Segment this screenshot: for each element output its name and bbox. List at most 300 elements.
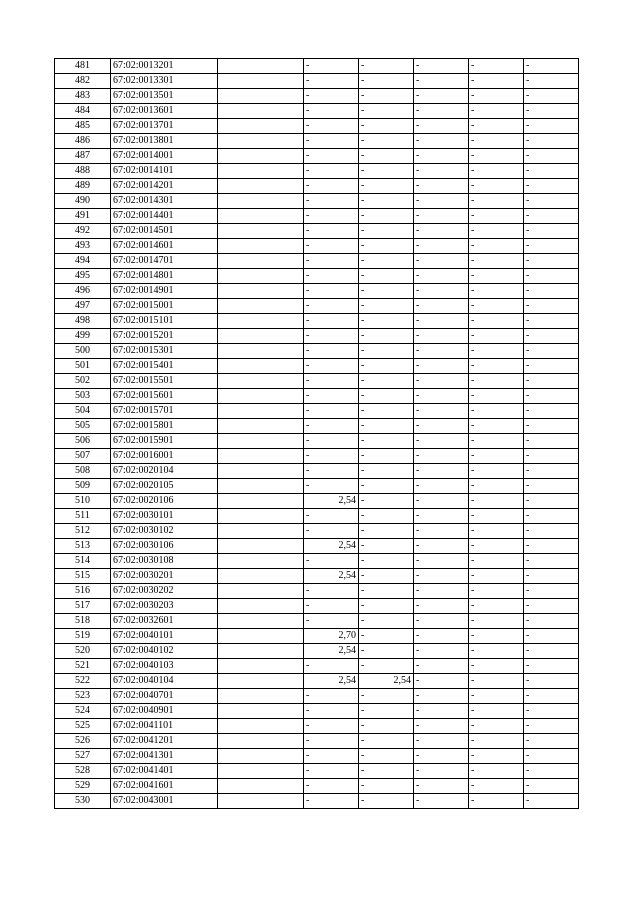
table-row [55, 539, 579, 554]
table-row [55, 689, 579, 704]
value-cell-4: - [469, 584, 524, 599]
table-row [55, 314, 579, 329]
blank-cell [218, 704, 304, 719]
value-cell-1: - [304, 794, 359, 809]
value-cell-4: - [469, 59, 524, 74]
table-row [55, 59, 579, 74]
blank-cell [218, 779, 304, 794]
row-number-cell: 528 [55, 764, 111, 779]
blank-cell [218, 329, 304, 344]
value-cell-3: - [414, 179, 469, 194]
value-cell-1: - [304, 149, 359, 164]
value-cell-2: - [359, 779, 414, 794]
cadastral-code-cell: 67:02:0013801 [111, 134, 218, 149]
value-cell-3: - [414, 194, 469, 209]
row-number-cell: 498 [55, 314, 111, 329]
cadastral-code-cell: 67:02:0040102 [111, 644, 218, 659]
value-cell-1: - [304, 419, 359, 434]
value-cell-1: - [304, 89, 359, 104]
row-number-cell: 500 [55, 344, 111, 359]
value-cell-2: - [359, 554, 414, 569]
value-cell-4: - [469, 329, 524, 344]
table-row [55, 74, 579, 89]
table-row [55, 254, 579, 269]
table-row [55, 239, 579, 254]
cadastral-code-cell: 67:02:0013701 [111, 119, 218, 134]
value-cell-2: - [359, 404, 414, 419]
blank-cell [218, 59, 304, 74]
value-cell-3: - [414, 314, 469, 329]
value-cell-4: - [469, 164, 524, 179]
row-number-cell: 490 [55, 194, 111, 209]
value-cell-5: - [524, 569, 579, 584]
row-number-cell: 519 [55, 629, 111, 644]
blank-cell [218, 194, 304, 209]
value-cell-3: - [414, 674, 469, 689]
value-cell-3: - [414, 779, 469, 794]
blank-cell [218, 719, 304, 734]
cadastral-code-cell: 67:02:0014101 [111, 164, 218, 179]
value-cell-5: - [524, 344, 579, 359]
value-cell-4: - [469, 479, 524, 494]
value-cell-1: - [304, 284, 359, 299]
cadastral-code-cell: 67:02:0015901 [111, 434, 218, 449]
blank-cell [218, 269, 304, 284]
value-cell-5: - [524, 644, 579, 659]
value-cell-4: - [469, 179, 524, 194]
value-cell-1: - [304, 164, 359, 179]
value-cell-4: - [469, 644, 524, 659]
value-cell-1: - [304, 599, 359, 614]
value-cell-5: - [524, 284, 579, 299]
row-number-cell: 518 [55, 614, 111, 629]
table-row [55, 494, 579, 509]
table-row [55, 794, 579, 809]
cadastral-code-cell: 67:02:0014901 [111, 284, 218, 299]
blank-cell [218, 209, 304, 224]
blank-cell [218, 569, 304, 584]
value-cell-3: - [414, 344, 469, 359]
value-cell-2: - [359, 134, 414, 149]
blank-cell [218, 299, 304, 314]
blank-cell [218, 674, 304, 689]
value-cell-1: - [304, 239, 359, 254]
value-cell-2: - [359, 59, 414, 74]
value-cell-3: - [414, 584, 469, 599]
value-cell-2: - [359, 509, 414, 524]
value-cell-2: - [359, 119, 414, 134]
cadastral-code-cell: 67:02:0014601 [111, 239, 218, 254]
row-number-cell: 525 [55, 719, 111, 734]
value-cell-1: - [304, 329, 359, 344]
value-cell-1: - [304, 479, 359, 494]
table-row [55, 224, 579, 239]
value-cell-5: - [524, 464, 579, 479]
value-cell-5: - [524, 254, 579, 269]
row-number-cell: 515 [55, 569, 111, 584]
row-number-cell: 523 [55, 689, 111, 704]
value-cell-2: - [359, 314, 414, 329]
cadastral-code-cell: 67:02:0014401 [111, 209, 218, 224]
value-cell-5: - [524, 599, 579, 614]
cadastral-code-cell: 67:02:0030106 [111, 539, 218, 554]
cadastral-code-cell: 67:02:0014301 [111, 194, 218, 209]
value-cell-5: - [524, 389, 579, 404]
row-number-cell: 521 [55, 659, 111, 674]
table-row [55, 194, 579, 209]
value-cell-1: - [304, 584, 359, 599]
value-cell-3: - [414, 539, 469, 554]
value-cell-5: - [524, 119, 579, 134]
value-cell-3: - [414, 704, 469, 719]
data-table [54, 58, 579, 809]
table-row [55, 119, 579, 134]
value-cell-3: - [414, 404, 469, 419]
value-cell-1: 2,54 [304, 674, 359, 689]
value-cell-3: - [414, 524, 469, 539]
value-cell-4: - [469, 539, 524, 554]
cadastral-code-cell: 67:02:0015201 [111, 329, 218, 344]
blank-cell [218, 134, 304, 149]
row-number-cell: 514 [55, 554, 111, 569]
value-cell-1: - [304, 464, 359, 479]
value-cell-1: - [304, 74, 359, 89]
value-cell-4: - [469, 344, 524, 359]
cadastral-code-cell: 67:02:0041301 [111, 749, 218, 764]
value-cell-4: - [469, 749, 524, 764]
cadastral-code-cell: 67:02:0040103 [111, 659, 218, 674]
table-row [55, 659, 579, 674]
value-cell-1: - [304, 779, 359, 794]
value-cell-5: - [524, 164, 579, 179]
value-cell-1: - [304, 209, 359, 224]
value-cell-1: - [304, 104, 359, 119]
value-cell-1: - [304, 254, 359, 269]
value-cell-2: - [359, 209, 414, 224]
value-cell-4: - [469, 599, 524, 614]
blank-cell [218, 464, 304, 479]
blank-cell [218, 374, 304, 389]
value-cell-3: - [414, 764, 469, 779]
cadastral-code-cell: 67:02:0030202 [111, 584, 218, 599]
value-cell-1: - [304, 764, 359, 779]
value-cell-1: - [304, 359, 359, 374]
value-cell-1: - [304, 659, 359, 674]
value-cell-3: - [414, 119, 469, 134]
table-row [55, 554, 579, 569]
cadastral-code-cell: 67:02:0013601 [111, 104, 218, 119]
value-cell-2: - [359, 479, 414, 494]
value-cell-3: - [414, 389, 469, 404]
value-cell-3: - [414, 644, 469, 659]
value-cell-3: - [414, 269, 469, 284]
value-cell-4: - [469, 404, 524, 419]
row-number-cell: 526 [55, 734, 111, 749]
blank-cell [218, 734, 304, 749]
table-row [55, 404, 579, 419]
value-cell-3: - [414, 449, 469, 464]
value-cell-5: - [524, 479, 579, 494]
row-number-cell: 511 [55, 509, 111, 524]
row-number-cell: 510 [55, 494, 111, 509]
row-number-cell: 524 [55, 704, 111, 719]
table-row [55, 344, 579, 359]
blank-cell [218, 479, 304, 494]
cadastral-code-cell: 67:02:0015701 [111, 404, 218, 419]
value-cell-4: - [469, 284, 524, 299]
table-row [55, 569, 579, 584]
value-cell-3: - [414, 359, 469, 374]
value-cell-3: - [414, 239, 469, 254]
value-cell-3: - [414, 284, 469, 299]
cadastral-code-cell: 67:02:0014201 [111, 179, 218, 194]
table-row [55, 449, 579, 464]
value-cell-3: - [414, 329, 469, 344]
value-cell-3: - [414, 794, 469, 809]
cadastral-code-cell: 67:02:0041401 [111, 764, 218, 779]
cadastral-code-cell: 67:02:0040901 [111, 704, 218, 719]
row-number-cell: 509 [55, 479, 111, 494]
blank-cell [218, 224, 304, 239]
value-cell-1: - [304, 749, 359, 764]
value-cell-5: - [524, 374, 579, 389]
cadastral-code-cell: 67:02:0014701 [111, 254, 218, 269]
value-cell-1: - [304, 224, 359, 239]
value-cell-2: - [359, 599, 414, 614]
value-cell-3: - [414, 734, 469, 749]
blank-cell [218, 539, 304, 554]
cadastral-code-cell: 67:02:0030108 [111, 554, 218, 569]
value-cell-2: - [359, 374, 414, 389]
value-cell-5: - [524, 509, 579, 524]
value-cell-2: 2,54 [359, 674, 414, 689]
value-cell-1: - [304, 719, 359, 734]
blank-cell [218, 89, 304, 104]
value-cell-5: - [524, 704, 579, 719]
value-cell-1: - [304, 524, 359, 539]
value-cell-3: - [414, 149, 469, 164]
value-cell-3: - [414, 134, 469, 149]
cadastral-code-cell: 67:02:0013501 [111, 89, 218, 104]
value-cell-4: - [469, 254, 524, 269]
blank-cell [218, 524, 304, 539]
table-row [55, 374, 579, 389]
cadastral-code-cell: 67:02:0041101 [111, 719, 218, 734]
value-cell-4: - [469, 674, 524, 689]
row-number-cell: 520 [55, 644, 111, 659]
value-cell-3: - [414, 209, 469, 224]
value-cell-2: - [359, 389, 414, 404]
value-cell-3: - [414, 254, 469, 269]
value-cell-4: - [469, 389, 524, 404]
value-cell-2: - [359, 704, 414, 719]
value-cell-4: - [469, 419, 524, 434]
row-number-cell: 503 [55, 389, 111, 404]
table-row [55, 284, 579, 299]
value-cell-5: - [524, 674, 579, 689]
value-cell-1: - [304, 119, 359, 134]
row-number-cell: 505 [55, 419, 111, 434]
value-cell-5: - [524, 584, 579, 599]
blank-cell [218, 389, 304, 404]
table-row [55, 164, 579, 179]
cadastral-code-cell: 67:02:0015401 [111, 359, 218, 374]
table-row [55, 704, 579, 719]
table-row [55, 764, 579, 779]
cadastral-code-cell: 67:02:0030201 [111, 569, 218, 584]
cadastral-code-cell: 67:02:0015301 [111, 344, 218, 359]
value-cell-4: - [469, 719, 524, 734]
value-cell-3: - [414, 374, 469, 389]
value-cell-3: - [414, 569, 469, 584]
value-cell-2: - [359, 749, 414, 764]
row-number-cell: 516 [55, 584, 111, 599]
cadastral-code-cell: 67:02:0041601 [111, 779, 218, 794]
value-cell-4: - [469, 524, 524, 539]
value-cell-2: - [359, 464, 414, 479]
value-cell-5: - [524, 764, 579, 779]
value-cell-1: - [304, 374, 359, 389]
value-cell-5: - [524, 59, 579, 74]
table-row [55, 269, 579, 284]
blank-cell [218, 749, 304, 764]
cadastral-code-cell: 67:02:0015001 [111, 299, 218, 314]
value-cell-5: - [524, 224, 579, 239]
value-cell-2: - [359, 689, 414, 704]
cadastral-code-cell: 67:02:0015601 [111, 389, 218, 404]
value-cell-5: - [524, 734, 579, 749]
value-cell-4: - [469, 74, 524, 89]
table-row [55, 674, 579, 689]
value-cell-1: - [304, 269, 359, 284]
value-cell-2: - [359, 89, 414, 104]
value-cell-3: - [414, 464, 469, 479]
cadastral-code-cell: 67:02:0041201 [111, 734, 218, 749]
value-cell-5: - [524, 269, 579, 284]
cadastral-code-cell: 67:02:0020105 [111, 479, 218, 494]
value-cell-1: 2,70 [304, 629, 359, 644]
value-cell-4: - [469, 134, 524, 149]
table-row [55, 134, 579, 149]
table-row [55, 329, 579, 344]
row-number-cell: 499 [55, 329, 111, 344]
value-cell-3: - [414, 434, 469, 449]
row-number-cell: 506 [55, 434, 111, 449]
value-cell-4: - [469, 614, 524, 629]
table-row [55, 434, 579, 449]
value-cell-5: - [524, 659, 579, 674]
cadastral-code-cell: 67:02:0020106 [111, 494, 218, 509]
table-row [55, 479, 579, 494]
value-cell-3: - [414, 479, 469, 494]
value-cell-3: - [414, 104, 469, 119]
blank-cell [218, 554, 304, 569]
table-row [55, 389, 579, 404]
row-number-cell: 494 [55, 254, 111, 269]
blank-cell [218, 164, 304, 179]
value-cell-4: - [469, 209, 524, 224]
value-cell-3: - [414, 629, 469, 644]
value-cell-1: - [304, 134, 359, 149]
value-cell-2: - [359, 194, 414, 209]
blank-cell [218, 584, 304, 599]
cadastral-code-cell: 67:02:0030101 [111, 509, 218, 524]
table-row [55, 89, 579, 104]
value-cell-5: - [524, 89, 579, 104]
table-row [55, 734, 579, 749]
value-cell-5: - [524, 404, 579, 419]
cadastral-code-cell: 67:02:0015101 [111, 314, 218, 329]
table-row [55, 209, 579, 224]
row-number-cell: 530 [55, 794, 111, 809]
value-cell-3: - [414, 509, 469, 524]
row-number-cell: 482 [55, 74, 111, 89]
value-cell-2: - [359, 539, 414, 554]
blank-cell [218, 179, 304, 194]
value-cell-4: - [469, 569, 524, 584]
value-cell-4: - [469, 494, 524, 509]
row-number-cell: 512 [55, 524, 111, 539]
row-number-cell: 491 [55, 209, 111, 224]
value-cell-1: - [304, 194, 359, 209]
value-cell-1: - [304, 614, 359, 629]
value-cell-1: - [304, 179, 359, 194]
value-cell-4: - [469, 704, 524, 719]
table-row [55, 629, 579, 644]
cadastral-code-cell: 67:02:0020104 [111, 464, 218, 479]
blank-cell [218, 74, 304, 89]
value-cell-1: - [304, 314, 359, 329]
table-row [55, 509, 579, 524]
value-cell-1: - [304, 689, 359, 704]
cadastral-code-cell: 67:02:0030102 [111, 524, 218, 539]
blank-cell [218, 254, 304, 269]
value-cell-2: - [359, 449, 414, 464]
value-cell-1: 2,54 [304, 644, 359, 659]
value-cell-2: - [359, 524, 414, 539]
value-cell-5: - [524, 554, 579, 569]
value-cell-5: - [524, 434, 579, 449]
value-cell-3: - [414, 494, 469, 509]
value-cell-5: - [524, 449, 579, 464]
value-cell-2: - [359, 434, 414, 449]
value-cell-5: - [524, 359, 579, 374]
value-cell-2: - [359, 329, 414, 344]
value-cell-4: - [469, 119, 524, 134]
value-cell-4: - [469, 689, 524, 704]
row-number-cell: 485 [55, 119, 111, 134]
value-cell-5: - [524, 194, 579, 209]
value-cell-2: - [359, 239, 414, 254]
table-row [55, 779, 579, 794]
blank-cell [218, 659, 304, 674]
blank-cell [218, 629, 304, 644]
value-cell-4: - [469, 314, 524, 329]
table-row [55, 104, 579, 119]
value-cell-4: - [469, 659, 524, 674]
table-row [55, 359, 579, 374]
value-cell-1: - [304, 704, 359, 719]
value-cell-5: - [524, 134, 579, 149]
value-cell-1: 2,54 [304, 494, 359, 509]
cadastral-code-cell: 67:02:0040101 [111, 629, 218, 644]
value-cell-2: - [359, 719, 414, 734]
value-cell-4: - [469, 734, 524, 749]
value-cell-3: - [414, 614, 469, 629]
value-cell-4: - [469, 629, 524, 644]
blank-cell [218, 614, 304, 629]
value-cell-5: - [524, 239, 579, 254]
